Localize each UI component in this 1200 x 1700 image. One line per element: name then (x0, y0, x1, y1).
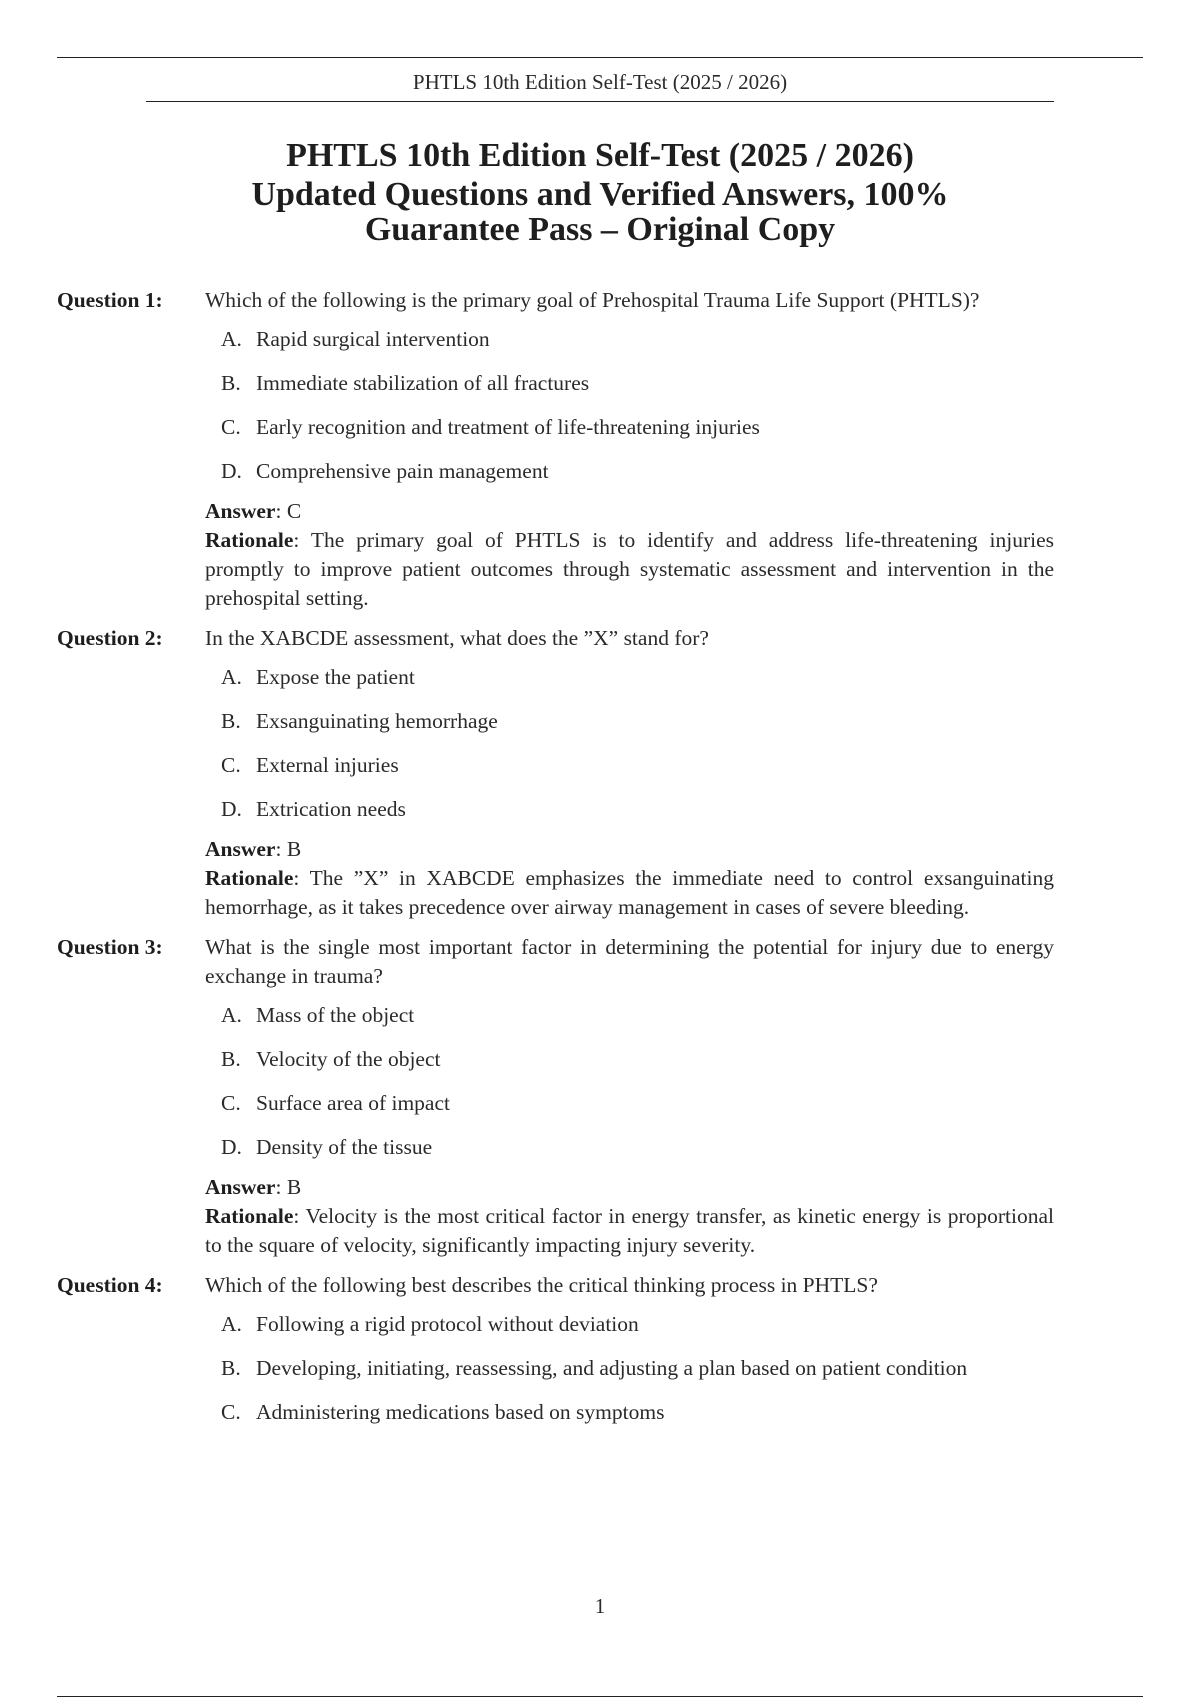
running-header-rule (146, 101, 1054, 102)
option-a (205, 1310, 1054, 1339)
option-text: Density of the tissue (256, 1135, 433, 1159)
option-d (205, 795, 1054, 824)
option-letter: B. (221, 1047, 241, 1071)
answer-line: Answer: B (205, 1175, 302, 1199)
answer-label: Answer (205, 499, 276, 523)
option-text: Administering medications based on symptoms (256, 1400, 665, 1424)
option-c (205, 1398, 1054, 1427)
question-1 (57, 286, 1057, 613)
option-text: Developing, initiating, reassessing, and adjusting a plan based on patient condition (256, 1356, 968, 1380)
option-text: Expose the patient (256, 665, 415, 689)
option-a (205, 1001, 1054, 1030)
page-bottom-rule (57, 1696, 1143, 1697)
option-list (205, 663, 1054, 824)
option-text: Comprehensive pain management (256, 459, 549, 483)
rationale-text: The ”X” in XABCDE emphasizes the immediate need to control exsanguinating hemorrhage, as it takes precedence over airway management in cases of severe bleeding. (205, 866, 1054, 919)
question-text: In the XABCDE assessment, what does the ”X” stand for? (205, 626, 709, 650)
rationale-label: Rationale (205, 528, 294, 552)
option-letter: A. (221, 1003, 242, 1027)
question-list (57, 286, 1057, 1449)
option-c (205, 1089, 1054, 1118)
answer-label: Answer (205, 1175, 276, 1199)
rationale-text: The primary goal of PHTLS is to identify and address life-threatening injuries promptly to improve patient outcomes through systematic assessment and intervention in the prehospital setting. (205, 528, 1054, 610)
option-letter: C. (221, 1400, 241, 1424)
answer-value: C (286, 499, 302, 523)
option-letter: A. (221, 665, 242, 689)
option-b (205, 1354, 1054, 1383)
answer-label: Answer (205, 837, 276, 861)
question-label: Question 4: (57, 1273, 163, 1297)
option-letter: C. (221, 1091, 241, 1115)
option-text: Surface area of impact (256, 1091, 450, 1115)
option-text: Extrication needs (256, 797, 406, 821)
option-b (205, 707, 1054, 736)
option-d (205, 1133, 1054, 1162)
option-text: External injuries (256, 753, 399, 777)
document-title (130, 138, 1070, 247)
option-letter: B. (221, 1356, 241, 1380)
option-list (205, 1310, 1054, 1427)
question-2 (57, 624, 1057, 922)
option-list (205, 325, 1054, 486)
option-b (205, 369, 1054, 398)
question-4 (57, 1271, 1057, 1438)
question-text: Which of the following best describes the critical thinking process in PHTLS? (205, 1273, 878, 1297)
answer-value: B (286, 1175, 302, 1199)
question-body (205, 1271, 1054, 1438)
option-text: Following a rigid protocol without deviation (256, 1312, 639, 1336)
page-top-rule (57, 57, 1143, 58)
option-letter: B. (221, 709, 241, 733)
option-letter: C. (221, 415, 241, 439)
rationale-line: Rationale: The primary goal of PHTLS is to identify and address life-threatening injuries promptly to improve patient outcomes through systematic assessment and intervention in the prehospital setting. (205, 528, 1054, 610)
rationale-text: Velocity is the most critical factor in energy transfer, as kinetic energy is proportional to the square of velocity, significantly impacting injury severity. (205, 1204, 1054, 1257)
option-letter: A. (221, 327, 242, 351)
option-text: Velocity of the object (256, 1047, 441, 1071)
option-a (205, 325, 1054, 354)
answer-line: Answer: B (205, 837, 302, 861)
option-text: Rapid surgical intervention (256, 327, 490, 351)
answer-line: Answer: C (205, 499, 302, 523)
question-label: Question 1: (57, 288, 163, 312)
question-text: Which of the following is the primary goal of Prehospital Trauma Life Support (PHTLS)? (205, 288, 980, 312)
rationale-label: Rationale (205, 1204, 294, 1228)
question-label: Question 3: (57, 935, 163, 959)
option-letter: C. (221, 753, 241, 777)
question-text: What is the single most important factor in determining the potential for injury due to energy exchange in trauma? (205, 935, 1054, 988)
page-number: 1 (594, 1594, 606, 1618)
option-text: Early recognition and treatment of life-threatening injuries (256, 415, 760, 439)
title-line-3: Guarantee Pass – Original Copy (364, 211, 836, 248)
question-body (205, 933, 1054, 1260)
rationale-label: Rationale (205, 866, 294, 890)
option-d (205, 457, 1054, 486)
question-body (205, 286, 1054, 613)
rationale-line: Rationale: Velocity is the most critical factor in energy transfer, as kinetic energy is proportional to the square of velocity, significantly impacting injury severity. (205, 1204, 1054, 1257)
question-label: Question 2: (57, 626, 163, 650)
option-letter: D. (221, 459, 242, 483)
option-list (205, 1001, 1054, 1162)
option-text: Exsanguinating hemorrhage (256, 709, 498, 733)
option-letter: D. (221, 1135, 242, 1159)
option-letter: D. (221, 797, 242, 821)
question-3 (57, 933, 1057, 1260)
option-c (205, 751, 1054, 780)
option-letter: A. (221, 1312, 242, 1336)
answer-value: B (286, 837, 302, 861)
option-text: Immediate stabilization of all fractures (256, 371, 590, 395)
option-c (205, 413, 1054, 442)
question-body (205, 624, 1054, 922)
rationale-line: Rationale: The ”X” in XABCDE emphasizes the immediate need to control exsanguinating hemorrhage, as it takes precedence over airway management in cases of severe bleeding. (205, 866, 1054, 919)
option-letter: B. (221, 371, 241, 395)
option-a (205, 663, 1054, 692)
title-line-1: PHTLS 10th Edition Self-Test (2025 / 2026) (286, 137, 914, 174)
title-line-2: Updated Questions and Verified Answers, 100% (251, 176, 949, 213)
option-b (205, 1045, 1054, 1074)
running-header: PHTLS 10th Edition Self-Test (2025 / 2026) (412, 70, 788, 94)
option-text: Mass of the object (256, 1003, 415, 1027)
